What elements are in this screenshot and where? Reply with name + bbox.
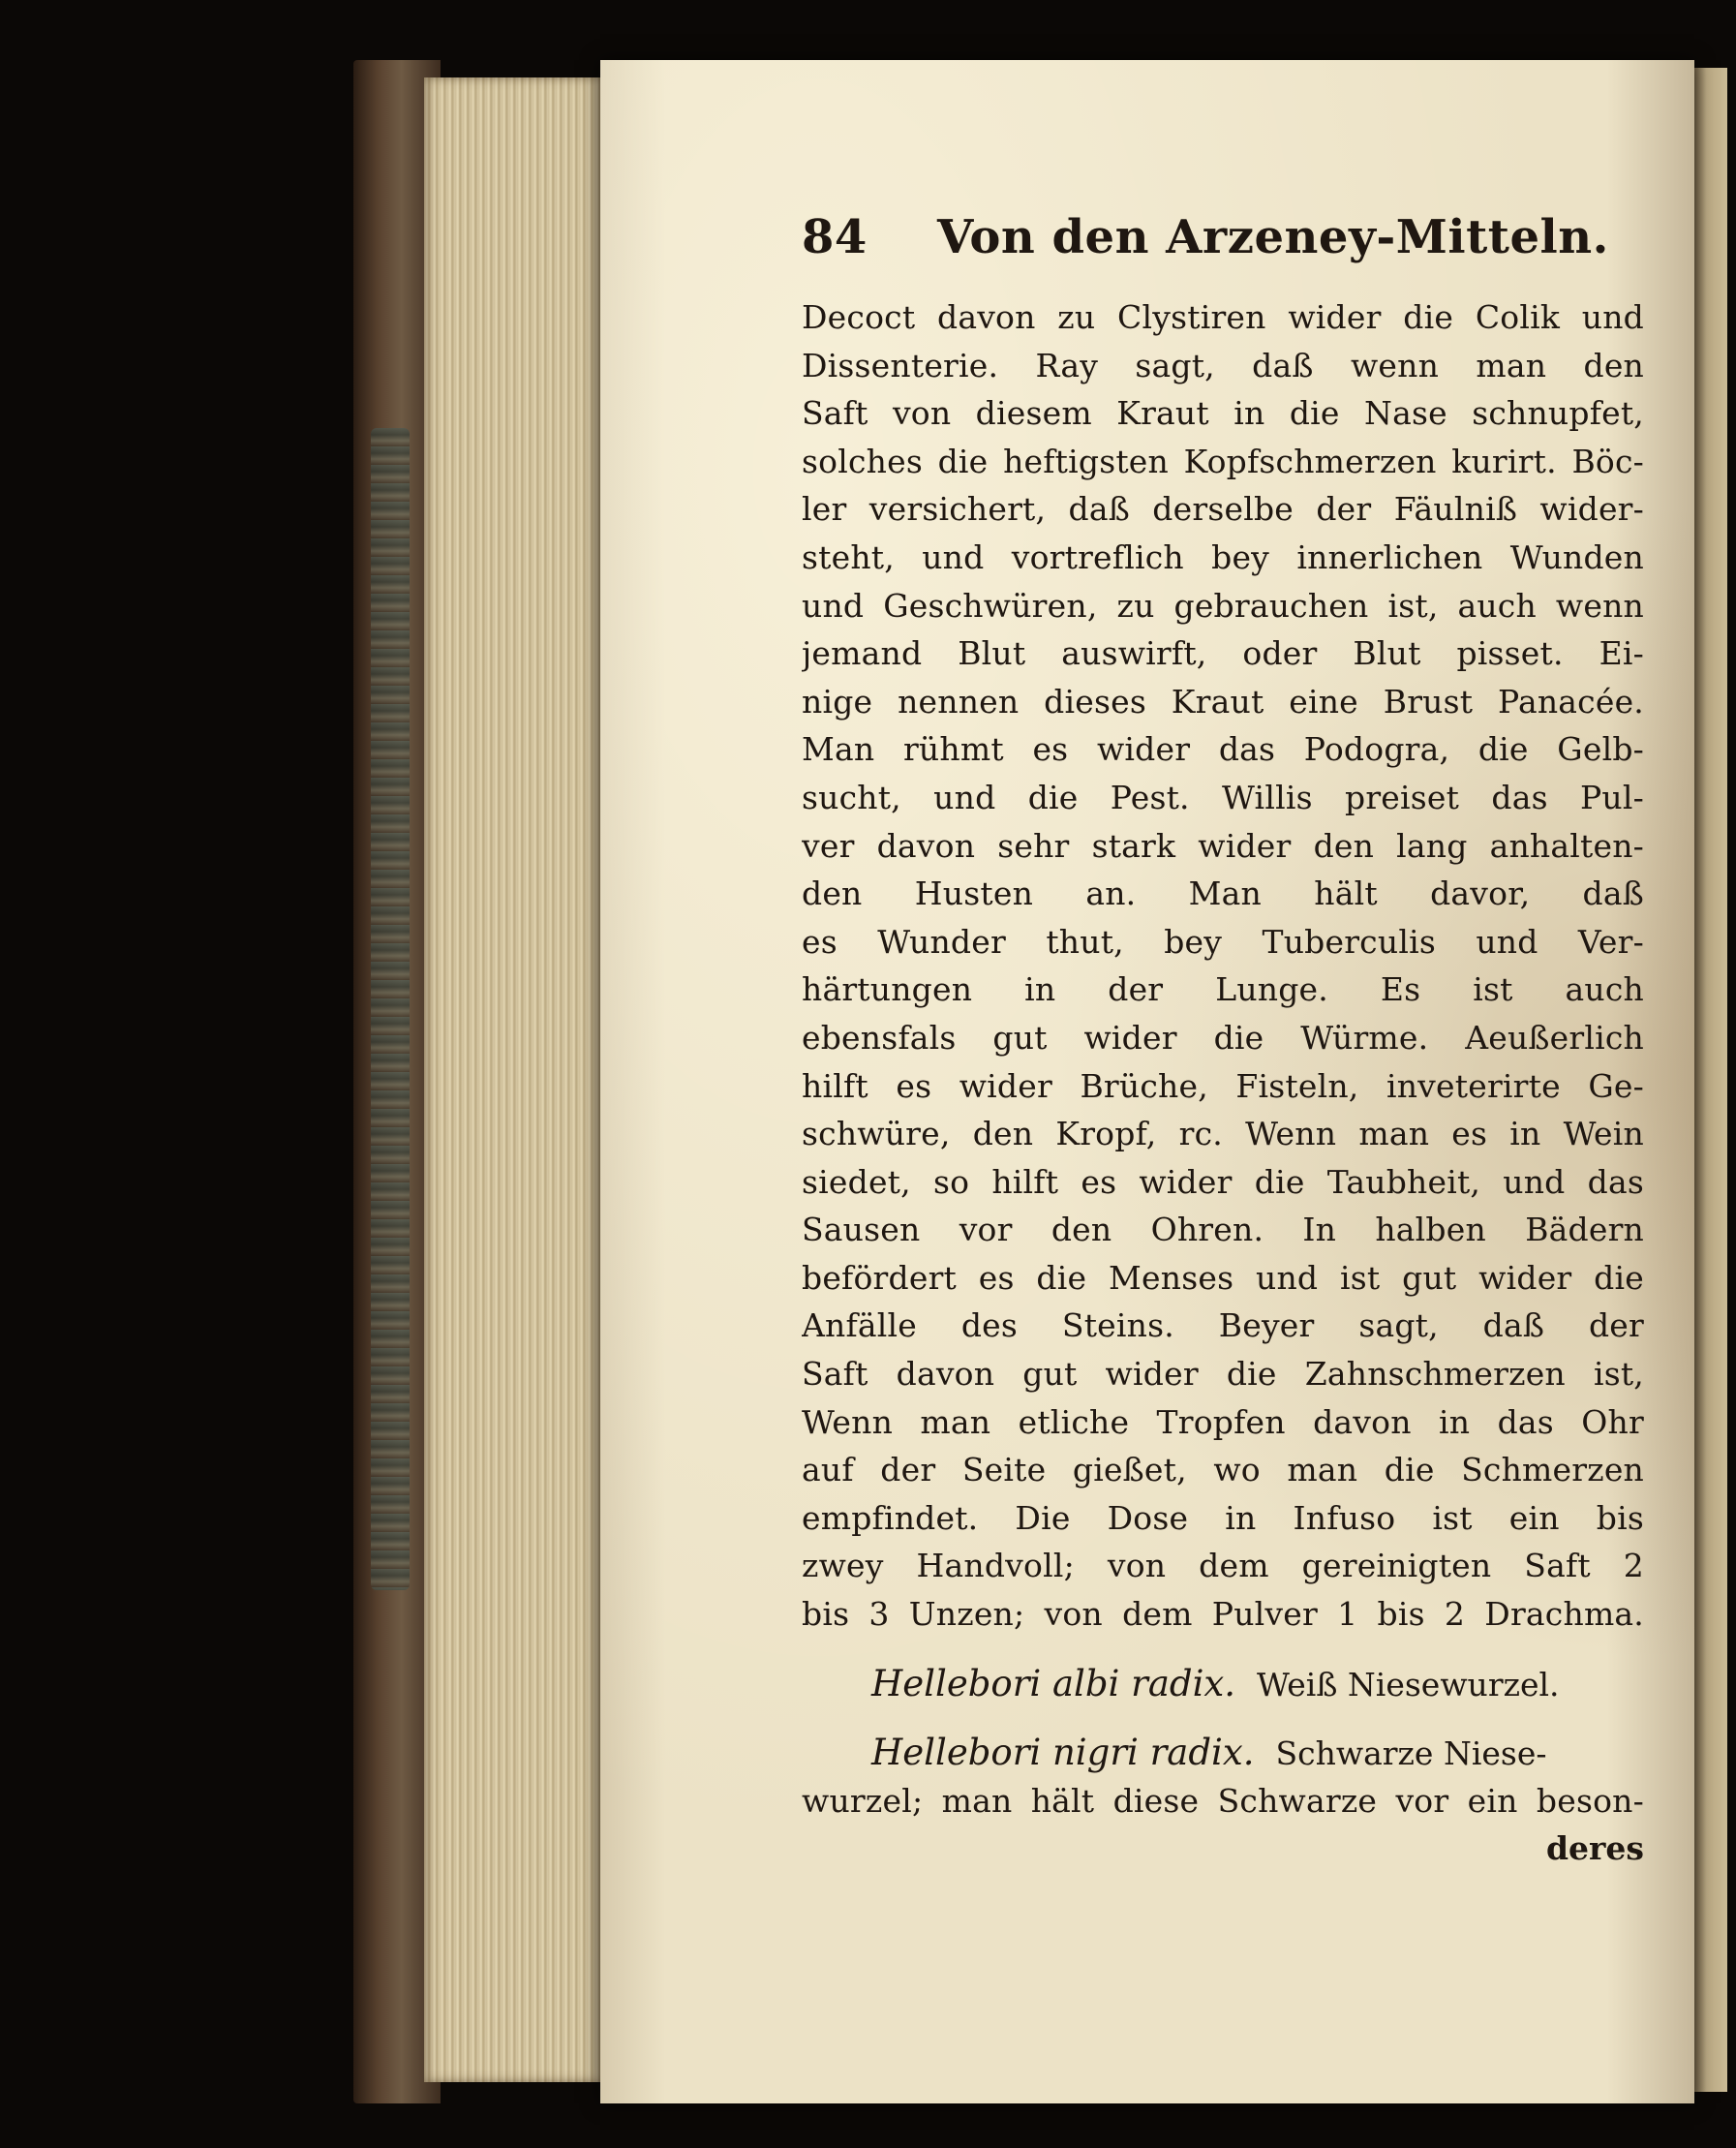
catchword: deres — [1545, 1829, 1644, 1868]
running-head — [802, 199, 1644, 276]
entry-white-hellebore — [802, 1660, 1644, 1708]
text-line: es Wunder thut, bey Tuberculis und Ver- — [802, 922, 1644, 961]
text-line: steht, und vortreflich bey innerlichen Wunden — [802, 537, 1644, 576]
text-line: sucht, und die Pest. Willis preiset das Pul- — [802, 778, 1644, 816]
text-line: Wenn man etliche Tropfen davon in das Ohr — [802, 1402, 1644, 1441]
text-line: Decoct davon zu Clystiren wider die Colik und — [802, 298, 1644, 336]
text-line: siedet, so hilft es wider die Taubheit, und das — [802, 1162, 1644, 1201]
text-line: ler versichert, daß derselbe der Fäulniß wider- — [802, 490, 1644, 529]
facing-page-edge — [1692, 68, 1727, 2092]
german-name: Weiß Niesewurzel. — [1257, 1665, 1560, 1703]
text-line: den Husten an. Man hält davor, daß — [802, 875, 1644, 913]
text-line: zwey Handvoll; von dem gereinigten Saft 2 — [802, 1547, 1644, 1585]
text-line: Saft von diesem Kraut in die Nase schnupfet, — [802, 394, 1644, 433]
text-line: ver davon sehr stark wider den lang anhalten- — [802, 826, 1644, 865]
text-line: Sausen vor den Ohren. In halben Bädern — [802, 1211, 1644, 1249]
text-line: Saft davon gut wider die Zahnschmerzen ist, — [802, 1355, 1644, 1394]
text-line: und Geschwüren, zu gebrauchen ist, auch wenn — [802, 586, 1644, 625]
page-number: 84 — [802, 210, 868, 264]
text-line: ebensfals gut wider die Würme. Aeußerlich — [802, 1018, 1644, 1057]
text-line: auf der Seite gießet, wo man die Schmerzen — [802, 1451, 1644, 1489]
body-text — [802, 293, 1644, 1639]
text-line: Anfälle des Steins. Beyer sagt, daß der — [802, 1306, 1644, 1345]
latin-name: Hellebori albi radix. — [871, 1662, 1236, 1704]
text-line: jemand Blut auswirft, oder Blut pisset. Ei- — [802, 634, 1644, 673]
text-line: hilft es wider Brüche, Fisteln, inveterirte Ge- — [802, 1066, 1644, 1105]
page-title: Von den Arzeney-Mitteln. — [937, 210, 1609, 264]
text-line: härtungen in der Lunge. Es ist auch — [802, 970, 1644, 1009]
text-line: bis 3 Unzen; von dem Pulver 1 bis 2 Drachma. — [802, 1595, 1644, 1634]
text-line: empfindet. Die Dose in Infuso ist ein bis — [802, 1498, 1644, 1537]
text-line: nige nennen dieses Kraut eine Brust Panacée. — [802, 682, 1644, 721]
text-line: Man rühmt es wider das Podogra, die Gelb- — [802, 730, 1644, 769]
text-line: wurzel; man hält diese Schwarze vor ein beson- — [802, 1781, 1644, 1820]
text-line: Dissenterie. Ray sagt, daß wenn man den — [802, 346, 1644, 384]
text-line: befördert es die Menses und ist gut wider die — [802, 1258, 1644, 1297]
german-name: Schwarze Niese- — [1275, 1734, 1547, 1773]
page-text — [802, 199, 1644, 1873]
page-edges — [424, 77, 603, 2082]
text-line: solches die heftigsten Kopfschmerzen kurirt. Böc- — [802, 442, 1644, 480]
entry-black-hellebore — [802, 1729, 1644, 1777]
text-line: schwüre, den Kropf, rc. Wenn man es in Wein — [802, 1115, 1644, 1153]
latin-name: Hellebori nigri radix. — [871, 1732, 1255, 1774]
